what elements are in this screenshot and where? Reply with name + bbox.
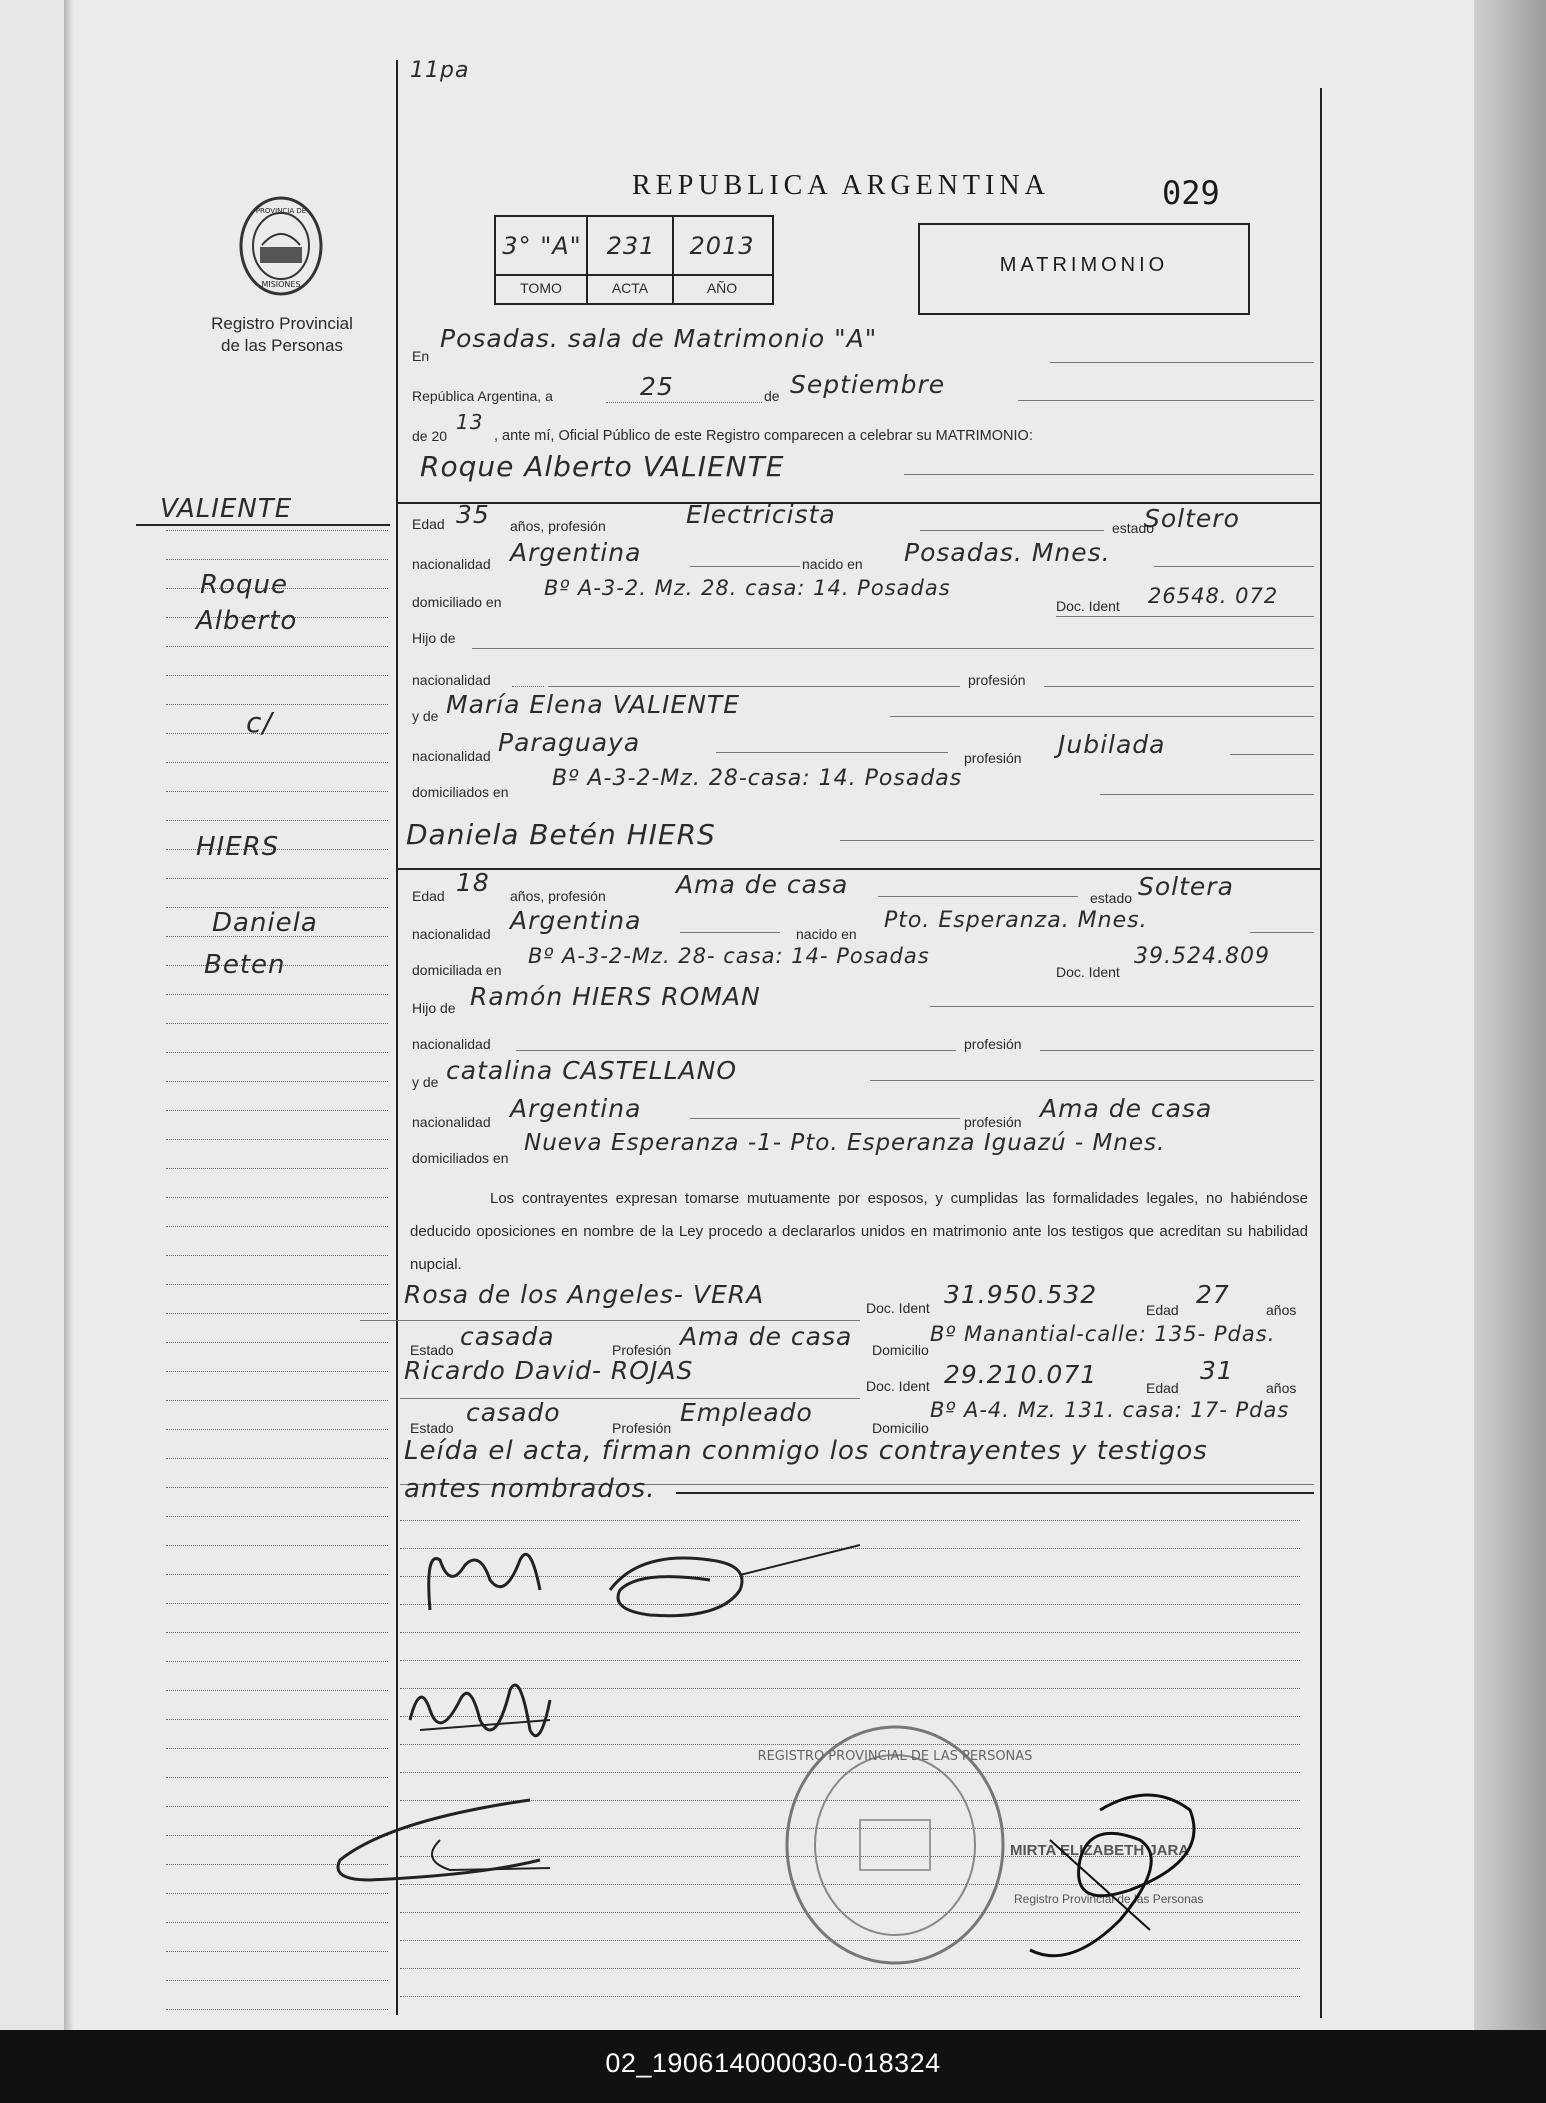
line bbox=[360, 1320, 860, 1321]
bride-nac3-label: nacionalidad bbox=[412, 1114, 491, 1130]
margin-rule-line bbox=[166, 1893, 388, 1894]
bride-estado: Soltera bbox=[1138, 872, 1234, 901]
witness-2-prof: Empleado bbox=[680, 1398, 813, 1427]
groom-mother: María Elena VALIENTE bbox=[446, 690, 740, 719]
margin-rule-line bbox=[166, 675, 388, 676]
acta-value: 231 bbox=[606, 232, 656, 260]
margin-rule-line bbox=[166, 1545, 388, 1546]
bride-parents-dom: Nueva Esperanza -1- Pto. Esperanza Iguazú - Mnes. bbox=[524, 1130, 1166, 1156]
line bbox=[920, 530, 1104, 531]
doc-type: MATRIMONIO bbox=[999, 254, 1169, 276]
table-row-divider bbox=[494, 274, 772, 276]
margin-rule-line bbox=[166, 1139, 388, 1140]
bride-domicilio: Bº A-3-2-Mz. 28- casa: 14- Posadas bbox=[528, 944, 930, 968]
official-signature-icon bbox=[1010, 1780, 1210, 1980]
bride-edad: 18 bbox=[456, 868, 490, 897]
margin-rule-line bbox=[166, 1690, 388, 1691]
en-value: Posadas. sala de Matrimonio "A" bbox=[440, 324, 878, 353]
line bbox=[1250, 932, 1314, 933]
margin-rule-line bbox=[166, 1400, 388, 1401]
formal-text: Los contrayentes expresan tomarse mutuamente por esposos, y cumplidas las formalidades legales, no habiéndose deducido oposiciones en nombre de la Ley procedo a declararlos unidos en matrimonio ante los testigos que acreditan su habilidad nupcial. bbox=[410, 1190, 1308, 1273]
line bbox=[690, 1118, 960, 1119]
groom-doc-label: Doc. Ident bbox=[1056, 598, 1120, 614]
margin-top-rule bbox=[136, 524, 390, 526]
margin-surname-2: HIERS bbox=[196, 832, 280, 862]
margin-rule-line bbox=[166, 1748, 388, 1749]
margin-given-1b: Alberto bbox=[196, 606, 298, 636]
margin-rule-line bbox=[166, 878, 388, 879]
bride-estado-label: estado bbox=[1090, 890, 1133, 906]
margin-rule-line bbox=[166, 2009, 388, 2010]
closing-line-1: Leída el acta, firman conmigo los contrayentes y testigos bbox=[404, 1436, 1208, 1466]
margin-rule-line bbox=[166, 1574, 388, 1575]
bride-anios-label: años, profesión bbox=[510, 888, 606, 904]
margin-rule-line bbox=[166, 1777, 388, 1778]
groom-anios-label: años, profesión bbox=[510, 518, 606, 534]
page-number: 029 bbox=[1162, 174, 1220, 212]
margin-given-2a: Daniela bbox=[212, 908, 318, 938]
margin-rule-line bbox=[166, 1052, 388, 1053]
margin-rule-line bbox=[166, 1284, 388, 1285]
groom-doc: 26548. 072 bbox=[1148, 584, 1279, 608]
groom-nac-label: nacionalidad bbox=[412, 556, 491, 572]
line bbox=[1154, 566, 1314, 567]
margin-rule-line bbox=[166, 1313, 388, 1314]
margin-given-2b: Beten bbox=[204, 950, 286, 980]
groom-prof2-label: profesión bbox=[968, 672, 1026, 688]
groom-profesion: Electricista bbox=[686, 500, 836, 529]
line bbox=[516, 1050, 956, 1051]
line bbox=[1056, 616, 1314, 617]
margin-rule-line bbox=[166, 646, 388, 647]
official-stamp-icon bbox=[757, 1720, 1033, 1970]
groom-domicilio: Bº A-3-2. Mz. 28. casa: 14. Posadas bbox=[544, 576, 951, 600]
witness-1-estado-label: Estado bbox=[410, 1342, 454, 1358]
svg-text:MISIONES: MISIONES bbox=[261, 280, 301, 289]
bride-father: Ramón HIERS ROMAN bbox=[470, 982, 761, 1011]
line bbox=[930, 1006, 1314, 1007]
margin-rule-line bbox=[166, 1719, 388, 1720]
witness-1-edad: 27 bbox=[1196, 1280, 1230, 1309]
line bbox=[680, 932, 780, 933]
stamp-text: REGISTRO PROVINCIAL DE LAS PERSONAS bbox=[757, 1749, 1033, 1764]
margin-rule-line bbox=[166, 820, 388, 821]
witness-1-name: Rosa de los Angeles- VERA bbox=[404, 1280, 765, 1309]
line bbox=[878, 896, 1078, 897]
bride-dom-label: domiciliada en bbox=[412, 962, 502, 978]
intro-text: , ante mí, Oficial Público de este Registro comparecen a celebrar su MATRIMONIO: bbox=[494, 428, 1033, 444]
line bbox=[904, 474, 1314, 475]
groom-nac2-label: nacionalidad bbox=[412, 672, 491, 688]
dots bbox=[606, 402, 762, 403]
bride-prof2-label: profesión bbox=[964, 1036, 1022, 1052]
tomo-label: TOMO bbox=[520, 280, 562, 296]
bride-nac2-label: nacionalidad bbox=[412, 1036, 491, 1052]
bride-name: Daniela Betén HIERS bbox=[406, 818, 716, 851]
year-label: de 20 bbox=[412, 428, 448, 444]
witness-1-anios-label: años bbox=[1266, 1302, 1297, 1318]
margin-rule-line bbox=[166, 1023, 388, 1024]
groom-name: Roque Alberto VALIENTE bbox=[420, 450, 785, 483]
republica-label: República Argentina, a bbox=[412, 388, 553, 404]
groom-parents-dom: Bº A-3-2-Mz. 28-casa: 14. Posadas bbox=[552, 766, 963, 791]
margin-rule-line bbox=[166, 1487, 388, 1488]
footer-caption: 02_190614000030-018324 bbox=[605, 2048, 941, 2078]
dots bbox=[512, 686, 544, 687]
groom-edad: 35 bbox=[456, 500, 490, 529]
witness-2-prof-label: Profesión bbox=[612, 1420, 672, 1436]
margin-rule-line bbox=[166, 1226, 388, 1227]
line bbox=[1040, 1050, 1314, 1051]
month-value: Septiembre bbox=[790, 370, 946, 399]
witness-1-dom: Bº Manantial-calle: 135- Pdas. bbox=[930, 1322, 1276, 1346]
groom-dom-label: domiciliado en bbox=[412, 594, 502, 610]
book-spine bbox=[64, 0, 74, 2030]
witness-1-estado: casada bbox=[460, 1322, 555, 1351]
margin-rule-line bbox=[166, 559, 388, 560]
margin-divider bbox=[396, 60, 398, 2015]
witness-1-prof-label: Profesión bbox=[612, 1342, 672, 1358]
day-value: 25 bbox=[640, 372, 674, 401]
groom-estado-label: estado bbox=[1112, 520, 1155, 536]
registry-line-1: Registro Provincial bbox=[211, 314, 353, 333]
bride-nacido-label: nacido en bbox=[796, 926, 857, 942]
bride-edad-label: Edad bbox=[412, 888, 445, 904]
groom-nacionalidad: Argentina bbox=[510, 538, 642, 567]
section-divider bbox=[396, 868, 1320, 870]
witness-2-estado: casado bbox=[466, 1398, 561, 1427]
groom-prof3-label: profesión bbox=[964, 750, 1022, 766]
bride-nac-label: nacionalidad bbox=[412, 926, 491, 942]
bride-nacionalidad: Argentina bbox=[510, 906, 642, 935]
right-border bbox=[1320, 88, 1322, 2018]
margin-surname-1: VALIENTE bbox=[160, 494, 293, 524]
margin-rule-line bbox=[166, 1516, 388, 1517]
margin-rule-line bbox=[166, 1081, 388, 1082]
margin-rule-line bbox=[166, 1922, 388, 1923]
bride-doc: 39.524.809 bbox=[1134, 944, 1270, 969]
de-label: de bbox=[764, 388, 780, 404]
en-label: En bbox=[412, 348, 430, 364]
witness-2-edad: 31 bbox=[1200, 1356, 1234, 1385]
groom-estado: Soltero bbox=[1144, 504, 1240, 533]
closing-line-2: antes nombrados. bbox=[404, 1474, 656, 1504]
line bbox=[716, 752, 948, 753]
bride-mother-prof: Ama de casa bbox=[1040, 1094, 1213, 1123]
margin-rule-line bbox=[166, 1980, 388, 1981]
groom-signature-icon bbox=[410, 1520, 860, 1640]
acta-label: ACTA bbox=[611, 280, 649, 296]
signature-rule-line bbox=[400, 1996, 1300, 1997]
record-page bbox=[74, 0, 1474, 2030]
bride-doc-label: Doc. Ident bbox=[1056, 964, 1120, 980]
bride-doms-label: domiciliados en bbox=[412, 1150, 509, 1166]
left-page-edge bbox=[0, 0, 66, 2030]
groom-doms-label: domiciliados en bbox=[412, 784, 509, 800]
margin-rule-line bbox=[166, 1661, 388, 1662]
corner-note: 11pa bbox=[410, 58, 470, 83]
margin-given-1a: Roque bbox=[200, 570, 288, 600]
groom-hijo-label: Hijo de bbox=[412, 630, 456, 646]
anio-value: 2013 bbox=[689, 232, 755, 260]
country-title: REPUBLICA ARGENTINA bbox=[632, 170, 1050, 201]
bride-prof3-label: profesión bbox=[964, 1114, 1022, 1130]
line bbox=[1230, 754, 1314, 755]
witness-2-doc: 29.210.071 bbox=[944, 1360, 1098, 1389]
bride-yde-label: y de bbox=[412, 1074, 439, 1090]
margin-rule-line bbox=[166, 762, 388, 763]
registry-line-2: de las Personas bbox=[221, 336, 343, 355]
margin-conjunction: c/ bbox=[246, 706, 273, 739]
witness-2-estado-label: Estado bbox=[410, 1420, 454, 1436]
line bbox=[690, 566, 800, 567]
margin-rule-line bbox=[166, 1255, 388, 1256]
tomo-value: 3° "A" bbox=[502, 232, 582, 260]
groom-yde-label: y de bbox=[412, 708, 439, 724]
official-name: MIRTA ELIZABETH JARA bbox=[1010, 1842, 1190, 1859]
margin-rule-line bbox=[166, 1951, 388, 1952]
witness-1-doc-label: Doc. Ident bbox=[866, 1300, 930, 1316]
margin-rule-line bbox=[166, 704, 388, 705]
bride-profesion: Ama de casa bbox=[676, 870, 849, 899]
year-value: 13 bbox=[456, 410, 484, 434]
witness-1-prof: Ama de casa bbox=[680, 1322, 853, 1351]
witness-2-doc-label: Doc. Ident bbox=[866, 1378, 930, 1394]
line bbox=[1018, 400, 1314, 401]
margin-rule-line bbox=[166, 530, 388, 531]
margin-rule-line bbox=[166, 791, 388, 792]
line bbox=[1044, 686, 1314, 687]
official-title: Registro Provincial de las Personas bbox=[1014, 1892, 1204, 1906]
margin-rule-line bbox=[166, 1110, 388, 1111]
bride-hijo-label: Hijo de bbox=[412, 1000, 456, 1016]
line bbox=[840, 840, 1314, 841]
margin-rule-line bbox=[166, 1197, 388, 1198]
witness-2-anios-label: años bbox=[1266, 1380, 1297, 1396]
groom-nacido-label: nacido en bbox=[802, 556, 863, 572]
margin-rule-line bbox=[166, 1632, 388, 1633]
misiones-seal-icon bbox=[238, 195, 324, 297]
groom-mother-prof: Jubilada bbox=[1058, 730, 1166, 759]
margin-rule-line bbox=[166, 1168, 388, 1169]
bride-mother-nac: Argentina bbox=[510, 1094, 642, 1123]
line bbox=[1100, 794, 1314, 795]
line bbox=[870, 1080, 1314, 1081]
section-divider bbox=[676, 1492, 1314, 1494]
line bbox=[890, 716, 1314, 717]
witness-1-doc: 31.950.532 bbox=[944, 1280, 1098, 1309]
margin-rule-line bbox=[166, 1458, 388, 1459]
witness-2-signature-icon bbox=[330, 1780, 600, 1890]
anio-label: AÑO bbox=[706, 280, 738, 296]
margin-rule-line bbox=[166, 733, 388, 734]
witness-signature-icon bbox=[400, 1660, 580, 1770]
witness-2-dom: Bº A-4. Mz. 131. casa: 17- Pdas bbox=[930, 1398, 1290, 1422]
witness-1-edad-label: Edad bbox=[1146, 1302, 1179, 1318]
line bbox=[548, 686, 960, 687]
margin-rule-line bbox=[166, 1429, 388, 1430]
groom-mother-nac: Paraguaya bbox=[498, 728, 641, 757]
witness-1-dom-label: Domicilio bbox=[872, 1342, 929, 1358]
margin-rule-line bbox=[166, 1603, 388, 1604]
bride-mother: catalina CASTELLANO bbox=[446, 1056, 738, 1085]
line bbox=[1050, 362, 1314, 363]
witness-2-edad-label: Edad bbox=[1146, 1380, 1179, 1396]
groom-nacido: Posadas. Mnes. bbox=[904, 538, 1111, 567]
bride-nacido: Pto. Esperanza. Mnes. bbox=[884, 908, 1148, 933]
svg-text:PROVINCIA DE: PROVINCIA DE bbox=[255, 207, 307, 215]
margin-rule-line bbox=[166, 1371, 388, 1372]
witness-2-dom-label: Domicilio bbox=[872, 1420, 929, 1436]
margin-rule-line bbox=[166, 1342, 388, 1343]
groom-edad-label: Edad bbox=[412, 516, 445, 532]
margin-rule-line bbox=[166, 994, 388, 995]
groom-nac3-label: nacionalidad bbox=[412, 748, 491, 764]
page-edge-shadow bbox=[1474, 0, 1546, 2030]
witness-2-name: Ricardo David- ROJAS bbox=[404, 1356, 694, 1385]
line bbox=[472, 648, 1314, 649]
